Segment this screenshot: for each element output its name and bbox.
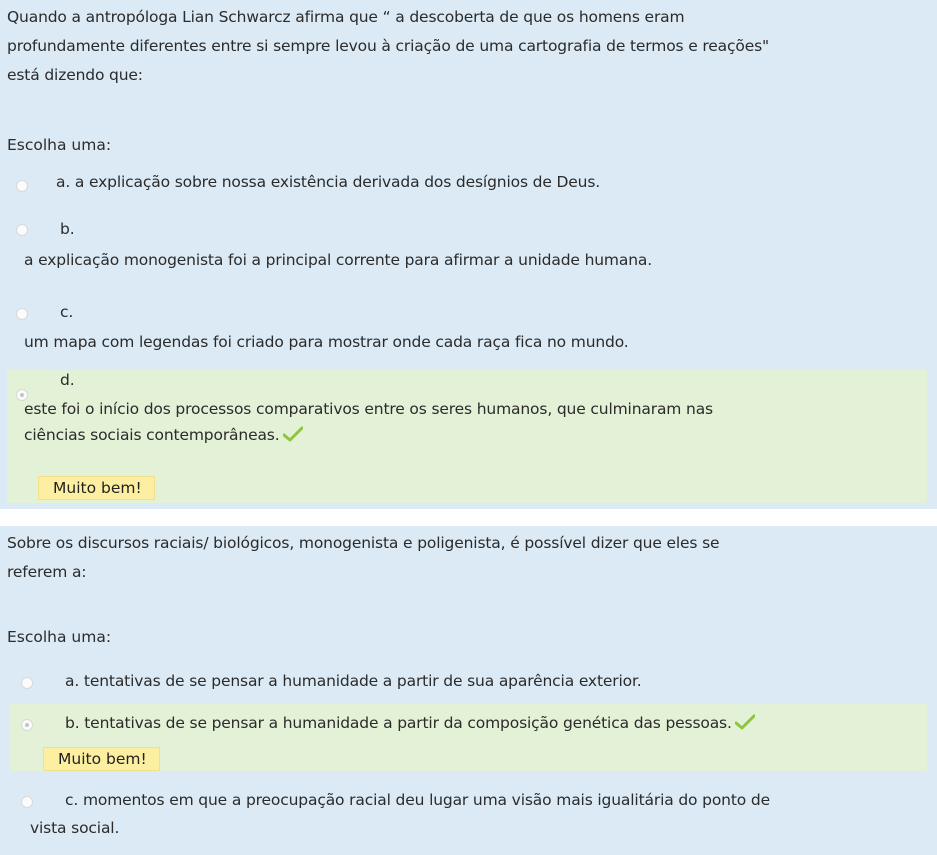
radio-option-b[interactable] — [21, 719, 33, 731]
question-text — [7, 3, 932, 90]
question-text-line: referem a: — [7, 563, 87, 581]
option-text: a explicação monogenista foi a principal corrente para afirmar a unidade humana. — [24, 251, 653, 269]
option-c[interactable] — [7, 296, 927, 360]
option-text: este foi o início dos processos comparativos entre os seres humanos, que culminaram nas — [24, 400, 713, 418]
radio-option-c[interactable] — [21, 796, 33, 808]
option-letter: b. — [65, 714, 80, 732]
option-a-label — [56, 169, 600, 195]
option-text — [24, 422, 303, 448]
question-text-line: profundamente diferentes entre si sempre levou à criação de uma cartografia de termos e reações" — [7, 37, 770, 55]
option-text: vista social. — [30, 819, 120, 837]
option-d[interactable] — [7, 370, 927, 503]
option-c[interactable] — [10, 787, 927, 851]
option-a-label — [65, 668, 642, 694]
question-text-line: Sobre os discursos raciais/ biológicos, monogenista e poligenista, é possível dizer que eles se — [7, 534, 720, 552]
option-letter: c. — [60, 303, 74, 321]
option-text-line: ciências sociais contemporâneas. — [24, 426, 280, 444]
check-icon — [283, 426, 303, 442]
check-icon — [735, 714, 755, 730]
option-text: tentativas de se pensar a humanidade a partir da composição genética das pessoas. — [84, 714, 732, 732]
option-a[interactable] — [10, 666, 927, 700]
feedback-message: Muito bem! — [43, 747, 160, 771]
choose-one-prompt: Escolha uma: — [7, 136, 112, 154]
option-b[interactable] — [10, 704, 927, 771]
option-text: um mapa com legendas foi criado para mostrar onde cada raça fica no mundo. — [24, 333, 629, 351]
option-c-label — [65, 787, 770, 813]
option-letter: d. — [60, 371, 75, 389]
option-letter: a. — [56, 173, 71, 191]
option-letter: b. — [60, 220, 75, 238]
question-text-line: está dizendo que: — [7, 66, 143, 84]
radio-option-a[interactable] — [16, 180, 28, 192]
option-letter: c. — [65, 791, 79, 809]
option-a[interactable] — [7, 166, 927, 202]
option-letter: a. — [65, 672, 80, 690]
question-2 — [0, 526, 937, 855]
option-text: tentativas de se pensar a humanidade a partir de sua aparência exterior. — [83, 672, 642, 690]
option-text: momentos em que a preocupação racial deu lugar uma visão mais igualitária do ponto de — [82, 791, 770, 809]
question-text-line: Quando a antropóloga Lian Schwarcz afirma que “ a descoberta de que os homens eram — [7, 8, 685, 26]
option-b[interactable] — [7, 212, 927, 276]
radio-option-b[interactable] — [16, 224, 28, 236]
radio-option-c[interactable] — [16, 308, 28, 320]
choose-one-prompt: Escolha uma: — [7, 628, 112, 646]
option-text: a explicação sobre nossa existência derivada dos desígnios de Deus. — [74, 173, 601, 191]
feedback-message: Muito bem! — [38, 476, 155, 500]
option-b-label — [65, 710, 755, 736]
radio-option-a[interactable] — [21, 677, 33, 689]
question-text — [7, 529, 932, 587]
